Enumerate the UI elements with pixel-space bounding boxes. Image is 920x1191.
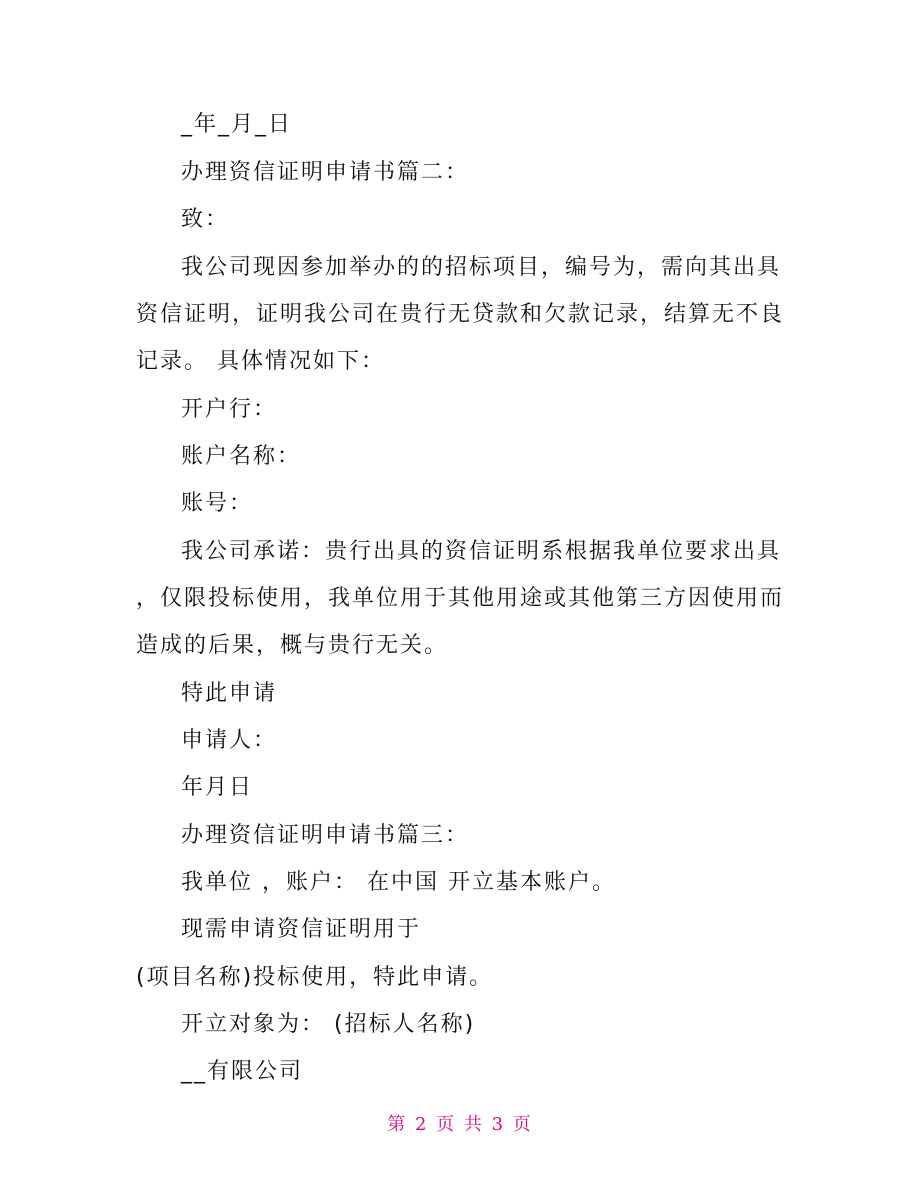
date-line: 年月日 [181,775,254,800]
account-name-field: 账户名称： [181,444,302,469]
body-paragraph-line: 我单位 ，账户： 在中国 开立基本账户。 [181,870,616,895]
closing-request: 特此申请 [181,681,278,706]
body-paragraph-line: 现需申请资信证明用于 [181,917,422,942]
bank-field: 开户行： [181,397,278,422]
date-line: _年_月_日 [181,112,293,137]
commitment-paragraph-line: ，仅限投标使用，我单位用于其他用途或其他第三方因使用而 [136,586,785,611]
recipient-field: 开立对象为： (招标人名称) [181,1012,476,1037]
section-heading-two: 办理资信证明申请书篇二： [181,160,470,185]
account-number-field: 账号： [181,491,254,516]
body-paragraph-line: 资信证明，证明我公司在贵行无贷款和欠款记录，结算无不良 [136,302,785,327]
applicant-field: 申请人： [181,728,278,753]
body-paragraph-line: 记录。 具体情况如下： [136,349,385,374]
section-heading-three: 办理资信证明申请书篇三： [181,823,470,848]
page-number-footer: 第 2 页 共 3 页 [387,1114,533,1135]
commitment-paragraph-line: 造成的后果，概与贵行无关。 [136,633,449,658]
commitment-paragraph-line: 我公司承诺：贵行出具的资信证明系根据我单位要求出具 [181,539,782,564]
body-paragraph-line: (项目名称)投标使用，特此申请。 [136,965,494,990]
body-paragraph-line: 我公司现因参加举办的的招标项目，编号为，需向其出具 [181,255,782,280]
salutation: 致： [181,207,230,232]
company-name-line: __有限公司 [181,1059,304,1084]
